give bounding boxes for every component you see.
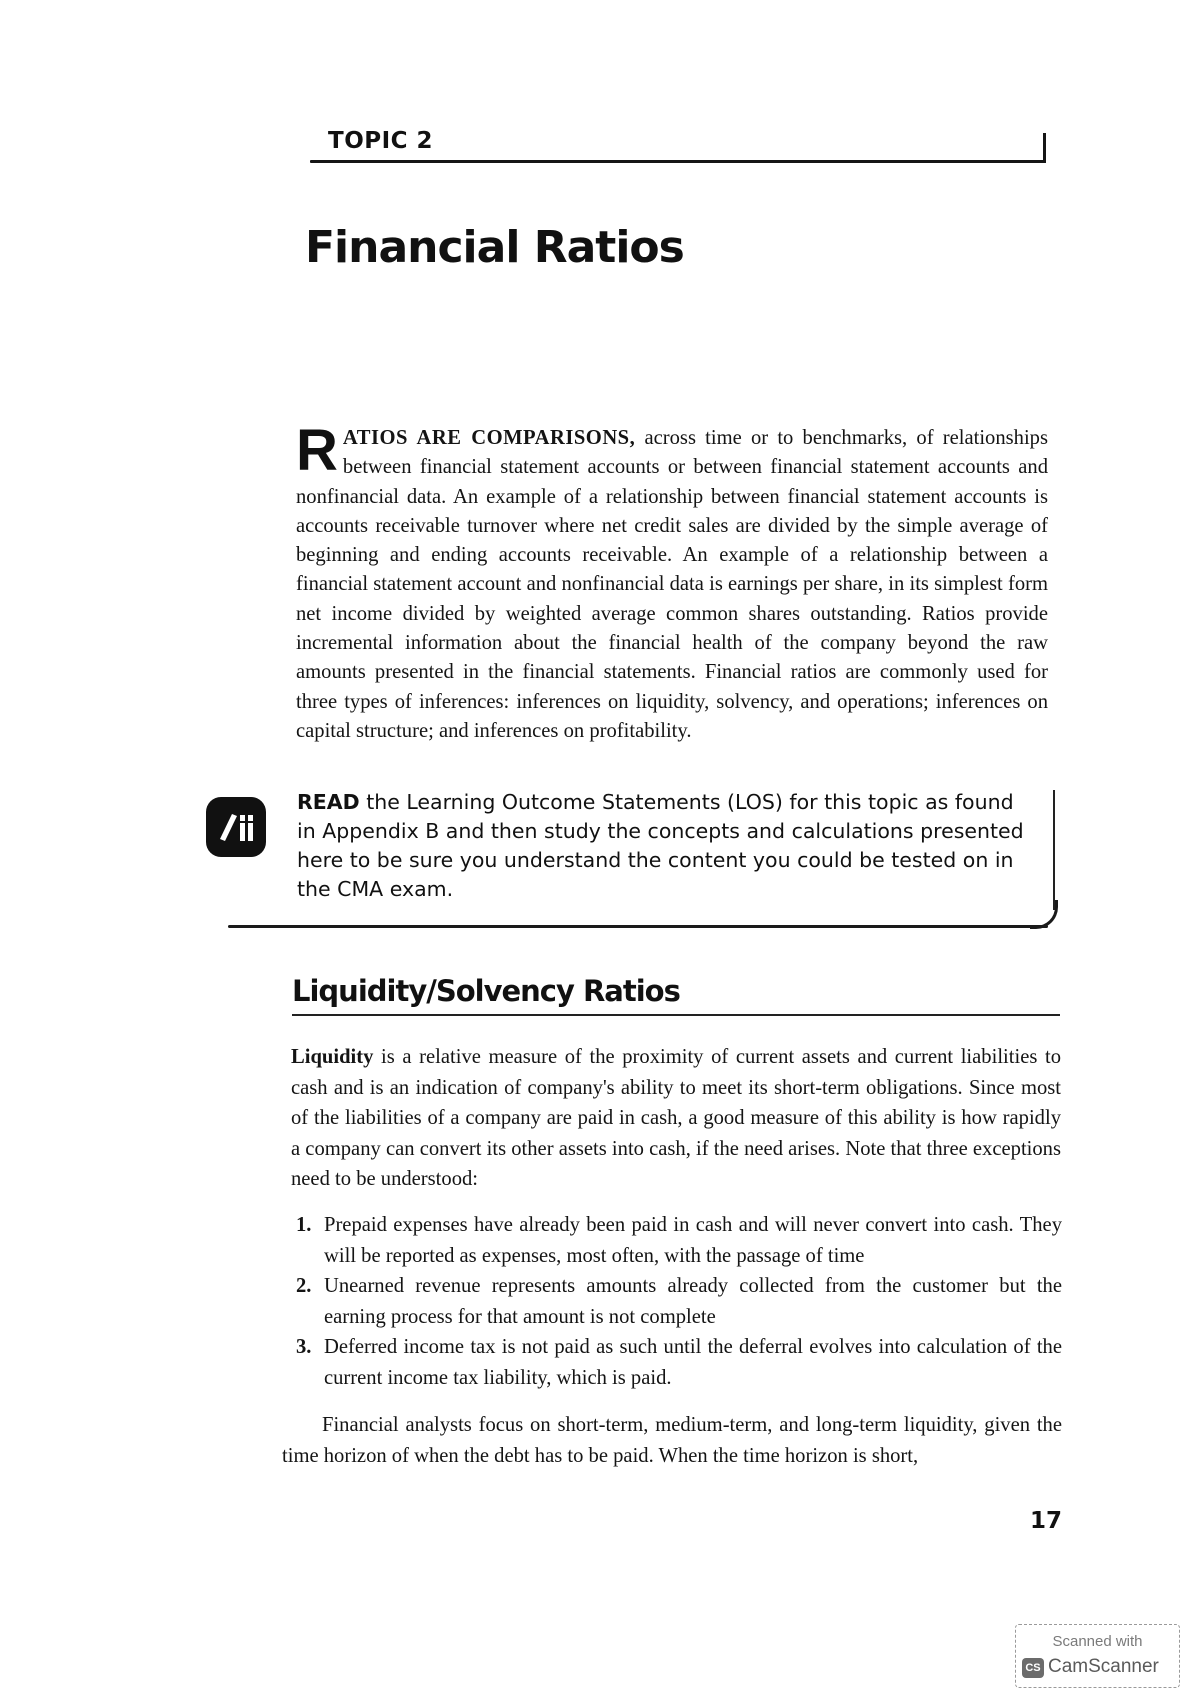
study-note-emphasis: READ [297,790,360,814]
list-text: Deferred income tax is not paid as such until the deferral evolves into calculation of the current income tax liability, which is paid. [324,1336,1062,1389]
list-number: 1. [296,1214,312,1236]
list-item [296,1210,1062,1271]
liquidity-term: Liquidity [291,1046,374,1068]
page-number: 17 [1030,1508,1063,1534]
note-box-border [1053,790,1055,910]
closing-paragraph: Financial analysts focus on short-term, medium-term, and long-term liquidity, given the time horizon of when the debt has to be paid. When the time horizon is short, [282,1414,1062,1467]
topic-rule-tick [1043,133,1046,163]
liquidity-paragraph [291,1042,1061,1195]
topic-rule [310,160,1046,163]
liquidity-text: is a relative measure of the proximity of current assets and current liabilities to cash and is an indication of company's ability to meet its short-term obligations. Since most of the liabilities of a company are paid in cash, a good measure of this ability is how rapidly a company can convert its other assets into cash, if the need arises. Note that three exceptions need to be understood: [291,1046,1061,1190]
section-rule [292,1014,1060,1016]
camscanner-logo-icon: CS [1022,1658,1044,1678]
scanner-name: CamScanner [1048,1656,1159,1677]
study-note [297,788,1037,904]
scanner-watermark [1015,1624,1180,1688]
section-heading: Liquidity/Solvency Ratios [292,974,680,1008]
study-notes-icon [206,797,266,857]
list-item [296,1332,1062,1393]
exceptions-list [296,1210,1062,1393]
list-number: 3. [296,1336,312,1358]
note-box-rule [228,925,1048,928]
list-text: Prepaid expenses have already been paid in cash and will never convert into cash. They will be reported as expenses, most often, with the passage of time [324,1214,1062,1267]
list-number: 2. [296,1275,312,1297]
intro-text: across time or to benchmarks, of relationships between financial statement accounts or between financial statement accounts and nonfinancial data. An example of a relationship between financial statement accounts is accounts receivable turnover where net credit sales are divided by the simple average of beginning and ending accounts receivable. An example of a relationship between a financial statement account and nonfinancial data is earnings per share, in its simplest form net income divided by weighted average common shares outstanding. Ratios provide incremental information about the financial health of the company beyond the raw amounts presented in the financial statements. Financial ratios are commonly used for three types of inferences: inferences on liquidity, solvency, and operations; inferences on capital structure; and inferences on profitability. [296,427,1048,742]
intro-lead: ATIOS ARE COMPARISONS, [342,427,636,449]
list-text: Unearned revenue represents amounts already collected from the customer but the earning process for that amount is not complete [324,1275,1062,1328]
list-item [296,1271,1062,1332]
study-note-text: the Learning Outcome Statements (LOS) for this topic as found in Appendix B and then study the concepts and calculations presented here to be sure you understand the content you could be tested on in the CMA exam. [297,790,1024,901]
drop-cap: R [296,418,338,483]
chapter-title: Financial Ratios [305,222,684,273]
intro-paragraph [296,418,1048,746]
topic-label: TOPIC 2 [328,128,434,154]
scanner-caption: Scanned with [1052,1633,1143,1650]
